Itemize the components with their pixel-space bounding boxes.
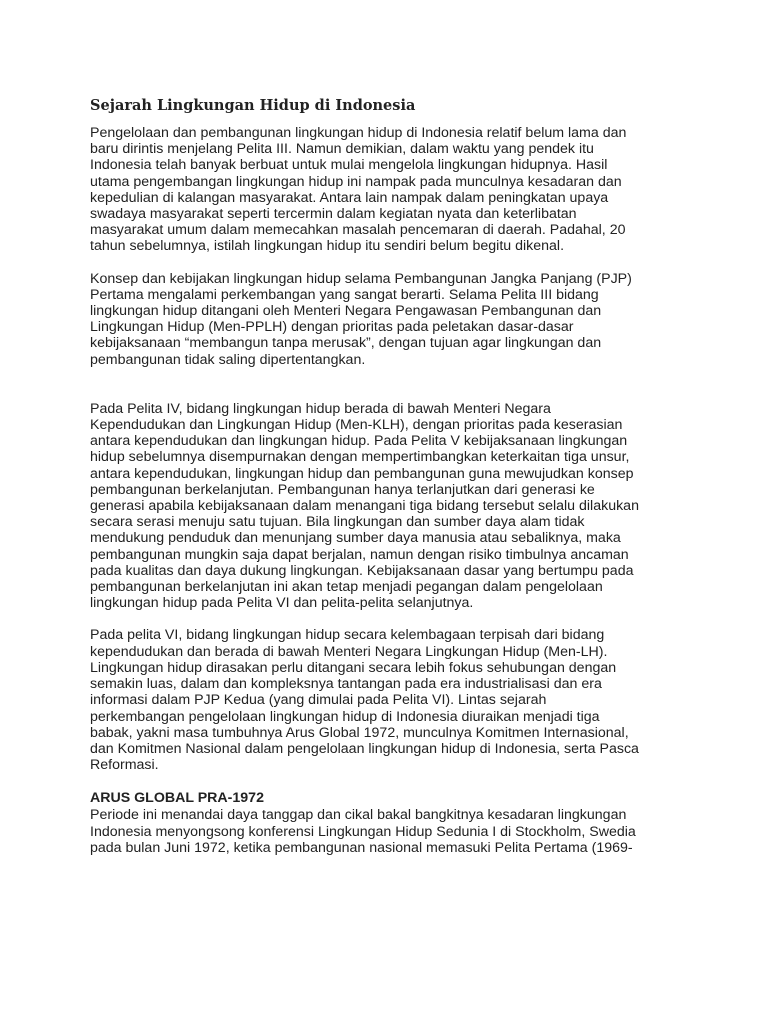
text-line: Periode ini menandai daya tanggap dan cikal bakal bangkitnya kesadaran lingkungan: [90, 807, 627, 824]
paragraph-2: [90, 271, 680, 368]
document-page: [90, 96, 680, 856]
text-line: antara kependudukan, lingkungan hidup dan pembangunan guna mewujudkan konsep: [90, 465, 634, 482]
text-line: Pada Pelita IV, bidang lingkungan hidup berada di bawah Menteri Negara: [90, 400, 551, 417]
text-line: masyarakat umum dalam memecahkan masalah pencemaran di daerah. Padahal, 20: [90, 222, 626, 239]
text-line: Lingkungan hidup dirasakan perlu ditangani secara lebih fokus sehubungan dengan: [90, 659, 617, 676]
paragraph-1: [90, 125, 680, 255]
text-line: Reformasi.: [90, 757, 159, 774]
text-line: Pada pelita VI, bidang lingkungan hidup secara kelembagaan terpisah dari bidang: [90, 627, 605, 644]
section-heading: ARUS GLOBAL PRA-1972: [90, 790, 264, 807]
document-title: Sejarah Lingkungan Hidup di Indonesia: [90, 97, 416, 114]
text-line: lingkungan hidup pada Pelita VI dan pelita-pelita selanjutnya.: [90, 595, 474, 612]
text-line: baru dirintis menjelang Pelita III. Namun demikian, dalam waktu yang pendek itu: [90, 141, 594, 158]
paragraph-spacer: [90, 773, 680, 789]
text-line: pembangunan tidak saling dipertentangkan.: [90, 351, 366, 368]
text-line: informasi dalam PJP Kedua (yang dimulai pada Pelita VI). Lintas sejarah: [90, 692, 547, 709]
text-line: kebijaksanaan “membangun tanpa merusak”, dengan tujuan agar lingkungan dan: [90, 335, 602, 352]
text-line: Konsep dan kebijakan lingkungan hidup selama Pembangunan Jangka Panjang (PJP): [90, 270, 632, 287]
text-line: Pertama mengalami perkembangan yang sangat berarti. Selama Pelita III bidang: [90, 286, 599, 303]
text-line: pembangunan berkelanjutan ini akan tetap menjadi pegangan dalam pengelolaan: [90, 579, 603, 596]
text-line: generasi apabila kebijaksanaan dalam menangani tiga bidang tersebut selalu dilakukan: [90, 498, 639, 515]
section-paragraph: [90, 807, 680, 856]
paragraph-3: [90, 401, 680, 612]
text-line: lingkungan hidup ditangani oleh Menteri Negara Pengawasan Pembangunan dan: [90, 303, 602, 320]
text-line: Pengelolaan dan pembangunan lingkungan hidup di Indonesia relatif belum lama dan: [90, 125, 627, 141]
text-line: semakin luas, dalam dan kompleksnya tantangan pada era industrialisasi dan era: [90, 676, 602, 693]
paragraph-spacer: [90, 368, 680, 401]
text-line: Indonesia menyongsong konferensi Lingkungan Hidup Sedunia I di Stockholm, Swedia: [90, 823, 636, 840]
text-line: swadaya masyarakat seperti tercermin dalam kegiatan nyata dan keterlibatan: [90, 206, 577, 223]
paragraph-spacer: [90, 611, 680, 627]
text-line: mendukung penduduk dan menunjang sumber daya manusia atau sebaliknya, maka: [90, 530, 621, 547]
paragraph-4: [90, 627, 680, 773]
text-line: Lingkungan Hidup (Men-PPLH) dengan prioritas pada peletakan dasar-dasar: [90, 319, 574, 336]
text-line: pada bulan Juni 1972, ketika pembangunan nasional memasuki Pelita Pertama (1969-: [90, 839, 633, 856]
text-line: utama pengembangan lingkungan hidup ini nampak pada munculnya kesadaran dan: [90, 173, 622, 190]
text-line: hidup sebelumnya disempurnakan dengan mempertimbangkan keterkaitan tiga unsur,: [90, 449, 630, 466]
text-line: Kependudukan dan Lingkungan Hidup (Men-KLH), dengan prioritas pada keserasian: [90, 417, 623, 434]
text-line: secara serasi menuju satu tujuan. Bila lingkungan dan sumber daya alam tidak: [90, 514, 585, 531]
text-line: dan Komitmen Nasional dalam pengelolaan lingkungan hidup di Indonesia, serta Pasca: [90, 740, 639, 757]
text-line: babak, yakni masa tumbuhnya Arus Global 1972, munculnya Komitmen Internasional,: [90, 724, 629, 741]
text-line: kependudukan dan berada di bawah Menteri Negara Lingkungan Hidup (Men-LH).: [90, 643, 608, 660]
text-line: pada kualitas dan daya dukung lingkungan. Kebijaksanaan dasar yang bertumpu pada: [90, 562, 634, 579]
text-line: perkembangan pengelolaan lingkungan hidup di Indonesia diuraikan menjadi tiga: [90, 708, 600, 725]
text-line: antara kependudukan dan lingkungan hidup. Pada Pelita V kebijaksanaan lingkungan: [90, 433, 628, 450]
text-line: kepedulian di kalangan masyarakat. Antara lain nampak dalam peningkatan upaya: [90, 189, 609, 206]
text-line: pembangunan mungkin saja dapat berjalan, namun dengan risiko timbulnya ancaman: [90, 546, 629, 563]
text-line: tahun sebelumnya, istilah lingkungan hidup itu sendiri belum begitu dikenal.: [90, 238, 565, 255]
text-line: Indonesia telah banyak berbuat untuk mulai mengelola lingkungan hidupnya. Hasil: [90, 157, 608, 174]
paragraph-spacer: [90, 255, 680, 271]
text-line: pembangunan berkelanjutan. Pembangunan hanya terlanjutkan dari generasi ke: [90, 481, 595, 498]
